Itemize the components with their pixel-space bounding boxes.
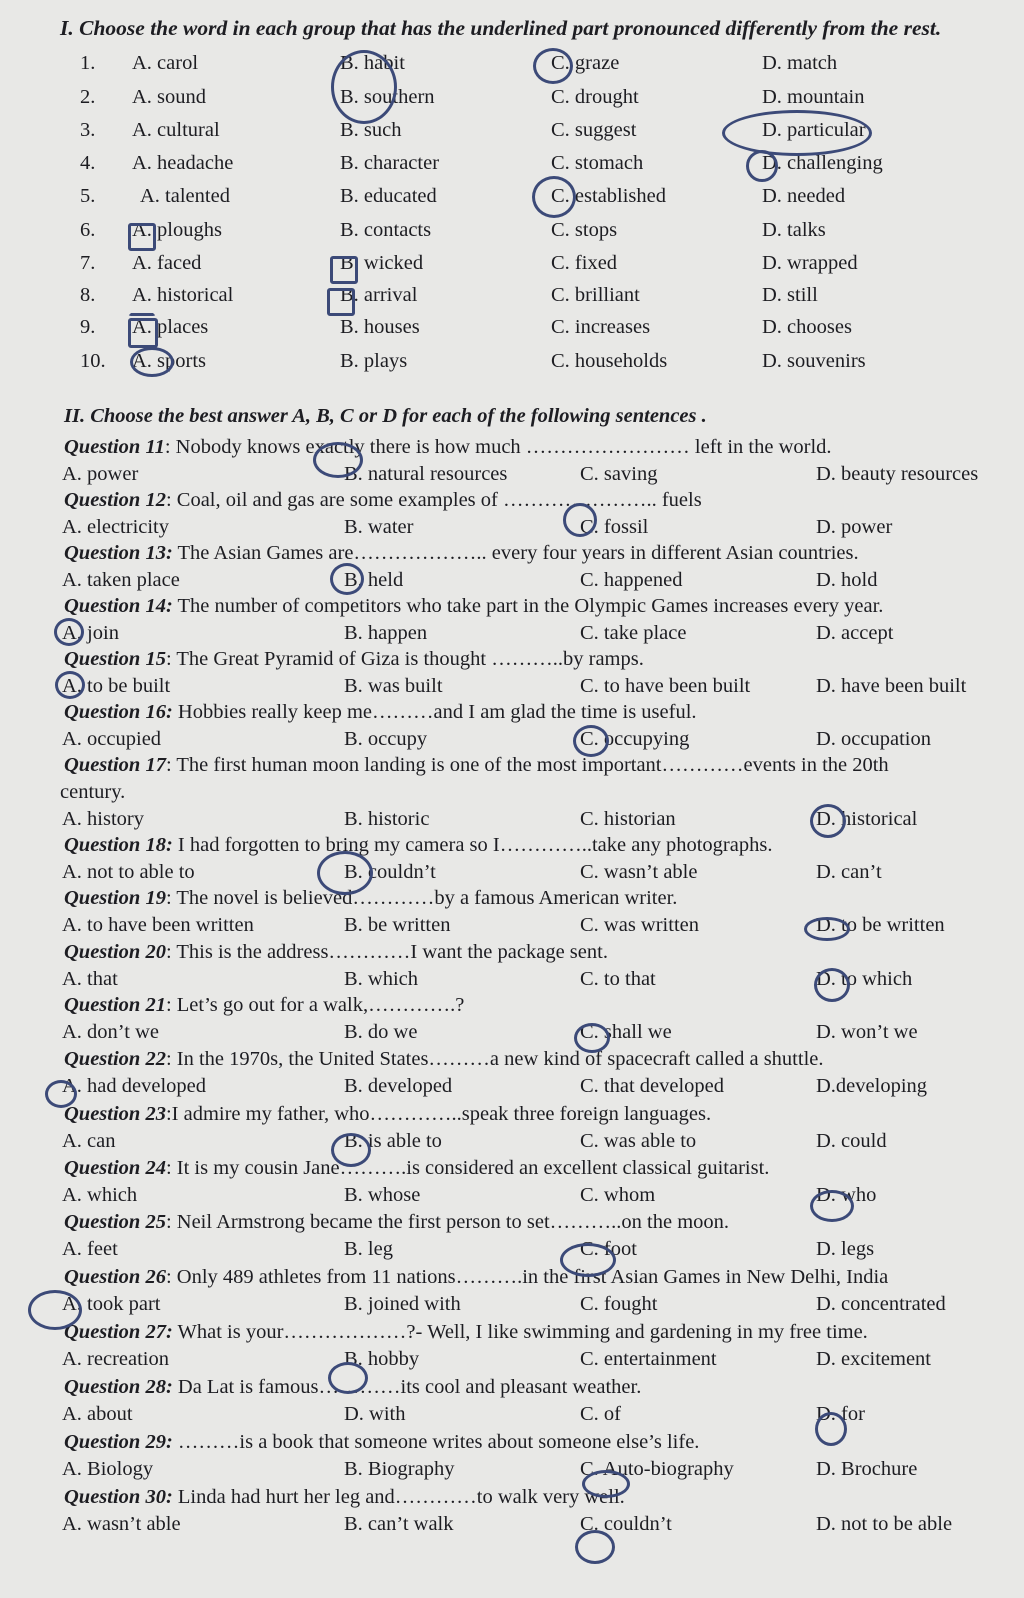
option-d: D. particular [762,119,866,141]
option-c: C. happened [580,569,683,591]
option-b: B. leg [344,1238,393,1260]
option-a: A. power [62,463,139,485]
question-label: Question 12 [64,489,166,511]
question-separator: : [165,1211,172,1233]
option-c: C. suggest [551,119,637,141]
question-body: The number of competitors who take part in the Olympic Games increases every year. [172,595,884,617]
option-c: C. to that [580,968,656,990]
question-text [64,754,1024,777]
question-text [64,1103,1024,1126]
option-c: C. couldn’t [580,1513,672,1535]
option-d: D. occupation [816,728,931,750]
answer-options [0,1458,1024,1484]
row-number: 9. [80,316,96,338]
option-a: A. Biology [62,1458,154,1480]
option-d: D. won’t we [816,1021,918,1043]
question-label: Question 19 [64,887,166,909]
question-label: Question 23 [64,1103,166,1125]
option-d: D. historical [816,808,918,830]
question-text [64,1211,1024,1234]
part1-row [0,350,1024,380]
option-b: B. plays [340,350,408,372]
option-a: A. electricity [62,516,170,538]
row-number: 7. [80,252,96,274]
question-body: I had forgotten to bring my camera so I…………..take any photographs. [172,834,773,856]
question-body: Nobody knows exactly there is how much …………………… left in the world. [170,436,832,458]
answer-options [0,1021,1024,1047]
option-c: C. take place [580,622,687,644]
question-label: Question 14: [64,595,173,617]
option-b: B. held [344,569,404,591]
question-label: Question 16: [64,701,173,723]
option-c: C. established [551,185,667,207]
question-body: Hobbies really keep me………and I am glad the time is useful. [172,701,697,723]
option-b: B. Biography [344,1458,455,1480]
answer-options [0,675,1024,701]
question-separator: : [165,1266,172,1288]
option-c: C. fixed [551,252,618,274]
question-text [64,436,1024,459]
option-c: C. was able to [580,1130,697,1152]
question-text [64,1157,1024,1180]
option-b: B. habit [340,52,405,74]
question-body: Let’s go out for a walk,………….? [171,994,465,1016]
option-a: A. carol [132,52,199,74]
option-d: D. souvenirs [762,350,866,372]
part1-title: I. Choose the word in each group that has the underlined part pronounced differently from the rest. [60,16,942,40]
option-a: A. can [62,1130,116,1152]
answer-options [0,1293,1024,1319]
answer-options [0,1513,1024,1539]
answer-options [0,622,1024,648]
question-body: Neil Armstrong became the first person to set………..on the moon. [171,1211,730,1233]
question-label: Question 13: [64,542,173,564]
option-a: A. about [62,1403,133,1425]
option-b: B. can’t walk [344,1513,454,1535]
option-d: D. not to be able [816,1513,953,1535]
option-a: A. had developed [62,1075,207,1097]
option-b: B. occupy [344,728,428,750]
row-number: 8. [80,284,96,306]
option-a: A. to have been written [62,914,254,936]
part1-row [0,119,1024,149]
question-text [64,887,1024,910]
question-label: Question 24 [64,1157,166,1179]
option-c: C. fought [580,1293,658,1315]
question-text [64,1321,1024,1344]
option-a: A. cultural [132,119,220,141]
option-c: C. stomach [551,152,644,174]
option-d: D. challenging [762,152,883,174]
question-text [64,1486,1024,1509]
option-b: B. whose [344,1184,421,1206]
option-d: D. accept [816,622,894,644]
option-b: B. is able to [344,1130,442,1152]
row-number: 2. [80,86,96,108]
question-text [64,648,1024,671]
option-b: B. such [340,119,402,141]
part1-row [0,52,1024,82]
option-d: D. mountain [762,86,865,108]
option-b: B. be written [344,914,451,936]
question-separator: : [165,1048,172,1070]
option-a: A. history [62,808,144,830]
option-a: A. sound [132,86,207,108]
option-d: D. could [816,1130,887,1152]
question-text [64,542,1024,565]
option-a: A. ploughs [132,219,222,241]
part1-row [0,86,1024,116]
question-label: Question 26 [64,1266,166,1288]
question-label: Question 15 [64,648,166,670]
option-a: A. occupied [62,728,162,750]
answer-options [0,1403,1024,1429]
option-b: B. hobby [344,1348,420,1370]
question-separator: : [165,489,172,511]
question-body: It is my cousin Jane……….is considered an excellent classical guitarist. [171,1157,770,1179]
option-c: C. saving [580,463,658,485]
option-b: D. with [344,1403,406,1425]
option-c: C. foot [580,1238,637,1260]
option-d: D. chooses [762,316,852,338]
part1-row [0,219,1024,249]
option-b: B. contacts [340,219,432,241]
option-d: D. legs [816,1238,875,1260]
option-c: C. brilliant [551,284,640,306]
question-label: Question 21 [64,994,166,1016]
question-text [64,1376,1024,1399]
question-body: The Asian Games are……………….. every four years in different Asian countries. [172,542,859,564]
option-c: C. of [580,1403,621,1425]
question-text [64,489,1024,512]
answer-options [0,861,1024,887]
option-c: C. shall we [580,1021,672,1043]
part1-row [0,152,1024,182]
option-d: D. still [762,284,818,306]
option-d: D. for [816,1403,865,1425]
option-a: A. to be built [62,675,171,697]
option-d: D.developing [816,1075,928,1097]
row-number: 4. [80,152,96,174]
question-separator: : [165,887,172,909]
option-a: A. which [62,1184,138,1206]
row-number: 5. [80,185,96,207]
option-d: D. concentrated [816,1293,946,1315]
row-number: 3. [80,119,96,141]
answer-options [0,1184,1024,1210]
option-a: A. recreation [62,1348,169,1370]
option-a: A. faced [132,252,202,274]
question-label: Question 22 [64,1048,166,1070]
option-b: B. arrival [340,284,418,306]
option-c: C. to have been built [580,675,751,697]
question-body: What is your………………?- Well, I like swimming and gardening in my free time. [172,1321,868,1343]
question-body: The first human moon landing is one of the most important…………events in the 20th [171,754,889,776]
option-a: A. sports [132,350,207,372]
answer-options [0,463,1024,489]
option-a: A. don’t we [62,1021,159,1043]
option-d: D. to be written [816,914,945,936]
question-label: Question 27: [64,1321,173,1343]
option-a: A. talented [140,185,230,207]
option-b: B. natural resources [344,463,508,485]
option-a: A. feet [62,1238,118,1260]
part1-row [0,252,1024,282]
question-text [64,1266,1024,1289]
option-c: C. occupying [580,728,690,750]
option-d: D. beauty resources [816,463,979,485]
question-body: The novel is believed…………by a famous American writer. [171,887,678,909]
part2-title: II. Choose the best answer A, B, C or D for each of the following sentences . [64,405,707,427]
option-c: C. was written [580,914,699,936]
answer-options [0,1238,1024,1264]
question-separator: : [165,994,172,1016]
option-b: B. houses [340,316,420,338]
option-a: A. wasn’t able [62,1513,181,1535]
question-label: Question 17 [64,754,166,776]
question-separator: : [165,941,172,963]
option-a: A. taken place [62,569,180,591]
option-a: A. places [132,316,209,338]
question-body: ………is a book that someone writes about someone else’s life. [172,1431,700,1453]
option-b: B. historic [344,808,430,830]
option-b: B. developed [344,1075,453,1097]
answer-options [0,968,1024,994]
option-d: D. can’t [816,861,882,883]
option-a: A. join [62,622,119,644]
option-d: D. wrapped [762,252,858,274]
question-body: This is the address…………I want the package sent. [171,941,608,963]
question-text [64,701,1024,724]
option-a: A. headache [132,152,234,174]
question-label: Question 28: [64,1376,173,1398]
option-d: D. Brochure [816,1458,918,1480]
option-d: D. excitement [816,1348,931,1370]
answer-options [0,1075,1024,1101]
option-b: B. character [340,152,440,174]
question-separator: : [165,648,172,670]
option-b: B. southern [340,86,435,108]
question-label: Question 11 [64,436,165,458]
answer-options [0,516,1024,542]
answer-options [0,1348,1024,1374]
question-label: Question 29: [64,1431,173,1453]
question-body: Linda had hurt her leg and…………to walk very well. [172,1486,625,1508]
question-separator: : [164,436,171,458]
option-a: A. took part [62,1293,161,1315]
option-c: C. fossil [580,516,649,538]
question-text [64,834,1024,857]
part1-row [0,284,1024,314]
option-a: A. that [62,968,118,990]
row-number: 6. [80,219,96,241]
question-label: Question 18: [64,834,173,856]
option-c: C. Auto-biography [580,1458,734,1480]
answer-options [0,569,1024,595]
option-b: B. which [344,968,419,990]
question-body: I admire my father, who…………..speak three foreign languages. [171,1103,712,1125]
option-d: D. talks [762,219,826,241]
question-body: The Great Pyramid of Giza is thought ………..by ramps. [171,648,644,670]
question-separator: : [165,1103,172,1125]
option-a: A. historical [132,284,234,306]
question-label: Question 20 [64,941,166,963]
option-c: C. drought [551,86,639,108]
option-c: C. whom [580,1184,656,1206]
option-b: B. educated [340,185,437,207]
option-b: B. was built [344,675,443,697]
row-number: 10. [80,350,106,372]
option-c: C. that developed [580,1075,725,1097]
option-a: A. not to able to [62,861,195,883]
option-c: C. increases [551,316,651,338]
option-c: C. graze [551,52,620,74]
part1-row [0,185,1024,215]
option-b: B. happen [344,622,428,644]
option-d: D. power [816,516,893,538]
option-c: C. entertainment [580,1348,717,1370]
part1-row [0,316,1024,346]
question-body: Only 489 athletes from 11 nations……….in the first Asian Games in New Delhi, India [171,1266,889,1288]
option-b: B. do we [344,1021,418,1043]
question-continuation: century. [60,781,126,803]
question-text [64,595,1024,618]
option-d: D. match [762,52,838,74]
question-text [64,994,1024,1017]
option-d: D. to which [816,968,913,990]
question-separator: : [165,1157,172,1179]
question-body: In the 1970s, the United States………a new kind of spacecraft called a shuttle. [171,1048,824,1070]
question-label: Question 25 [64,1211,166,1233]
answer-options [0,728,1024,754]
option-b: B. water [344,516,414,538]
row-number: 1. [80,52,96,74]
question-label: Question 30: [64,1486,173,1508]
question-body: Da Lat is famous…………its cool and pleasant weather. [172,1376,642,1398]
option-b: B. joined with [344,1293,461,1315]
question-text [64,1048,1024,1071]
option-c: C. historian [580,808,676,830]
option-d: D. who [816,1184,877,1206]
answer-options [0,914,1024,940]
option-c: C. households [551,350,668,372]
question-text [64,1431,1024,1454]
answer-options [0,808,1024,834]
question-body: Coal, oil and gas are some examples of ………………….. fuels [171,489,702,511]
option-c: C. stops [551,219,618,241]
question-separator: : [165,754,172,776]
option-d: D. needed [762,185,846,207]
option-d: D. have been built [816,675,967,697]
question-text [64,941,1024,964]
option-b: B. wicked [340,252,424,274]
answer-options [0,1130,1024,1156]
option-c: C. wasn’t able [580,861,698,883]
option-d: D. hold [816,569,878,591]
option-b: B. couldn’t [344,861,436,883]
